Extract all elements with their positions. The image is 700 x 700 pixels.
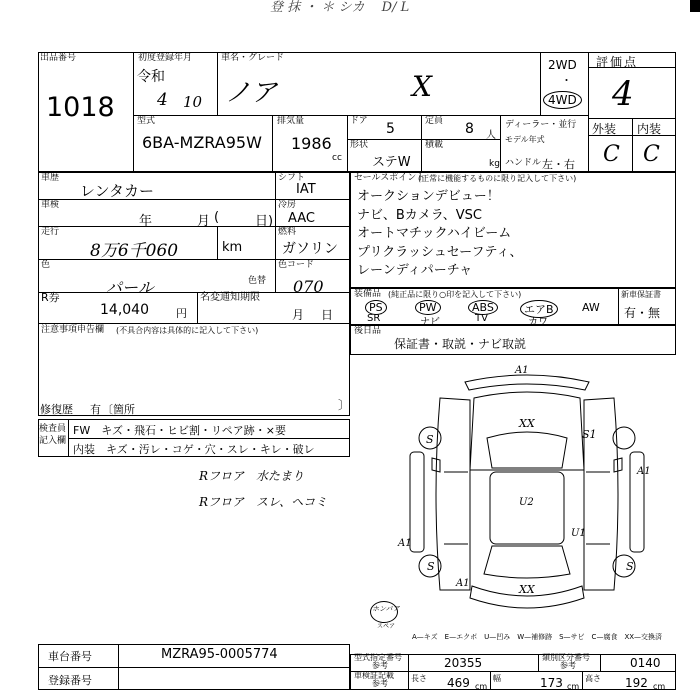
corner-mark	[690, 0, 700, 12]
reg-no-label: 登録番号	[48, 674, 92, 687]
class-no-sub: 参考	[560, 661, 576, 670]
width-label: 幅	[493, 674, 501, 683]
handwritten-note: Rフロア スレ、ヘコミ	[199, 495, 328, 509]
size-sub: 参考	[372, 679, 388, 688]
sales-point-line: プリクラッシュセーフティ、	[357, 244, 523, 260]
equip-sr: SR	[367, 313, 381, 324]
lot-label: 出品番号	[40, 53, 77, 63]
inspection-year: 年	[139, 214, 153, 229]
model-label: 型式	[137, 116, 156, 126]
rating-int-label: 内装	[637, 122, 662, 136]
equip-leather: カワ	[528, 317, 548, 328]
capacity-unit: 人	[486, 130, 496, 141]
right-side	[584, 398, 618, 590]
mark-a1-top: A1	[515, 365, 529, 376]
doors-value: 5	[386, 121, 395, 137]
spare-label: ホンパア	[372, 605, 400, 613]
length-value: 469	[447, 676, 470, 690]
height-unit: cm	[653, 682, 666, 691]
sales-point-line: オークションデビュー！	[357, 189, 500, 204]
car-name-label: 車名・グレード	[221, 53, 285, 63]
sales-point-line: レーンディパーチャ	[357, 263, 473, 278]
mark-u1: U1	[571, 528, 586, 539]
aircon-value: AAC	[288, 211, 315, 226]
lot-number: 1018	[46, 92, 115, 123]
width-unit: cm	[567, 682, 580, 691]
equip-pw: PW	[415, 300, 441, 315]
first-reg-era: 令和	[137, 69, 165, 85]
inspection-label: 車検	[41, 200, 60, 210]
drive-2wd: 2WD	[548, 58, 577, 72]
color-change-label: 色替	[248, 276, 267, 286]
name-change-day: 日	[321, 308, 334, 322]
roof	[490, 472, 564, 544]
type-no-sub: 参考	[372, 661, 388, 670]
rating-ext: C	[603, 142, 620, 167]
type-no-value: 20355	[444, 656, 483, 670]
first-reg-month: 10	[183, 93, 203, 111]
equip-tv: TV	[475, 313, 488, 324]
sales-point-line: ナビ、Bカメラ、VSC	[357, 207, 482, 223]
mark-xx-front: XX	[519, 417, 535, 430]
handle-value: 左・右	[542, 158, 575, 171]
width-value: 173	[540, 676, 563, 690]
equipment-sub: (純正品に限り○印を記入して下さい)	[388, 290, 522, 299]
equip-navi: ナビ	[420, 317, 440, 328]
warranty-value: 有・無	[624, 306, 661, 320]
fuel-label: 燃料	[278, 227, 297, 237]
model-value: 6BA-MZRA95W	[142, 133, 262, 152]
equip-aw: AW	[582, 301, 600, 314]
after-value: 保証書・取説・ナビ取説	[394, 337, 527, 351]
sales-points-label: セールスポイント	[354, 173, 426, 183]
warranty-label: 新車保証書	[621, 290, 661, 299]
chassis-label: 車台番号	[48, 650, 92, 663]
repair-label: 修復歴	[40, 403, 73, 416]
capacity-value: 8	[465, 121, 474, 137]
recycle-label: R券	[41, 291, 60, 304]
left-side	[436, 398, 470, 590]
front-bumper	[465, 375, 589, 390]
dealer-label: ディーラー・並行	[505, 120, 577, 130]
color-value: パール	[106, 278, 154, 297]
body-shape-value: ステW	[372, 155, 411, 170]
rating-score: 4	[612, 74, 634, 114]
drive-4wd: 4WD	[543, 91, 582, 109]
recycle-unit: 円	[176, 307, 187, 320]
repair-bracket: 〔箇所	[102, 403, 135, 416]
inspector-label: 検査員記入欄	[39, 424, 67, 446]
history-value: レンタカー	[80, 182, 155, 200]
inspection-day: 日)	[255, 214, 274, 229]
windshield	[487, 432, 567, 468]
doors-label: ドア	[350, 116, 368, 126]
mileage-value: 8万6千060	[90, 241, 179, 261]
notes-sub: (不具合内容は具体的に記入して下さい)	[116, 326, 259, 335]
name-change-month: 月	[292, 308, 305, 322]
inspector-row2: 内装 キズ・汚レ・コゲ・穴・スレ・キレ・破レ	[73, 443, 315, 456]
color-code-value: 070	[293, 277, 324, 296]
model-year-label: モデル年式	[505, 135, 545, 144]
hood-outline	[470, 392, 584, 470]
chassis-value: MZRA95-0005774	[161, 647, 278, 662]
first-reg-year: 4	[157, 90, 168, 110]
capacity-label: 定員	[425, 116, 444, 126]
sales-points-sub: (正常に機能するものに限り記入して下さい)	[418, 174, 577, 183]
handle-label: ハンドル	[505, 158, 542, 168]
repair-value: 有	[90, 403, 101, 416]
repair-close: 〕	[338, 398, 351, 412]
mileage-unit: km	[222, 240, 243, 255]
height-label: 高さ	[585, 674, 601, 683]
notes-label: 注意事項申告欄	[41, 325, 105, 335]
inspection-month: 月	[197, 214, 211, 229]
height-value: 192	[625, 676, 648, 690]
name-change-label: 名変通知期限	[200, 292, 260, 303]
load-label: 積載	[425, 140, 444, 150]
header-scrawl: 登 抹 ・ ＊ シカ D/ L	[270, 0, 410, 15]
car-name: ノア	[225, 78, 278, 108]
mark-s1-right-front: S1	[582, 428, 597, 441]
equip-ps: PS	[365, 300, 387, 315]
car-grade: X	[412, 70, 432, 103]
mark-a1-left: A1	[398, 538, 412, 549]
first-reg-label: 初度登録年月	[138, 53, 193, 63]
length-label: 長さ	[411, 674, 427, 683]
displacement-value: 1986	[291, 134, 332, 153]
displacement-label: 排気量	[277, 116, 305, 126]
body-shape-label: 形状	[350, 140, 369, 150]
load-unit: kg	[489, 159, 500, 169]
inspector-row1: FW キズ・飛石・ヒビ割・リペア跡・×要	[73, 424, 286, 437]
shift-label: シフト	[278, 173, 306, 183]
aircon-label: 冷房	[278, 200, 297, 210]
damage-legend: A—キズ E—エクボ U—凹み W—補修跡 S—サビ C—腐食 XX—交換済	[412, 633, 663, 641]
class-no-value: 0140	[630, 656, 661, 670]
type-no-label: 型式指定番号	[354, 653, 402, 662]
mark-xx-rear: XX	[519, 583, 535, 596]
equipment-label: 装備品	[354, 289, 382, 299]
mark-a1-right: A1	[637, 466, 651, 477]
shift-value: IAT	[296, 182, 316, 197]
rear-glass	[484, 546, 570, 578]
mark-u2: U2	[519, 497, 534, 508]
mark-s-right-rear: S	[626, 560, 634, 573]
after-label: 後日品	[354, 326, 382, 336]
sales-point-line: オートマチックハイビーム	[357, 226, 512, 241]
rating-int: C	[643, 142, 660, 167]
mark-s-left-front: S	[426, 433, 434, 446]
class-no-label: 類別区分番号	[542, 653, 590, 662]
sales-points-list	[357, 188, 523, 281]
mark-a1-rear: A1	[456, 578, 470, 589]
equip-airbag: エアB	[520, 300, 558, 318]
equip-abs: ABS	[468, 300, 498, 315]
mark-s-left-rear: S	[427, 560, 435, 573]
spare-sub: スペア	[377, 623, 396, 630]
length-unit: cm	[475, 682, 488, 691]
rating-ext-label: 外装	[592, 122, 617, 136]
color-code-label: 色コード	[278, 260, 315, 270]
drive-dot: ・	[561, 74, 572, 87]
recycle-value: 14,040	[100, 302, 149, 318]
size-label: 車検証記載	[354, 671, 394, 680]
handwritten-note: Rフロア 水たまり	[199, 469, 305, 483]
mileage-label: 走行	[41, 227, 60, 237]
displacement-unit: cc	[332, 153, 342, 163]
history-label: 車歴	[41, 173, 60, 183]
fuel-value: ガソリン	[282, 241, 338, 257]
color-label: 色	[41, 260, 51, 270]
rating-label: 評価点	[596, 55, 639, 69]
